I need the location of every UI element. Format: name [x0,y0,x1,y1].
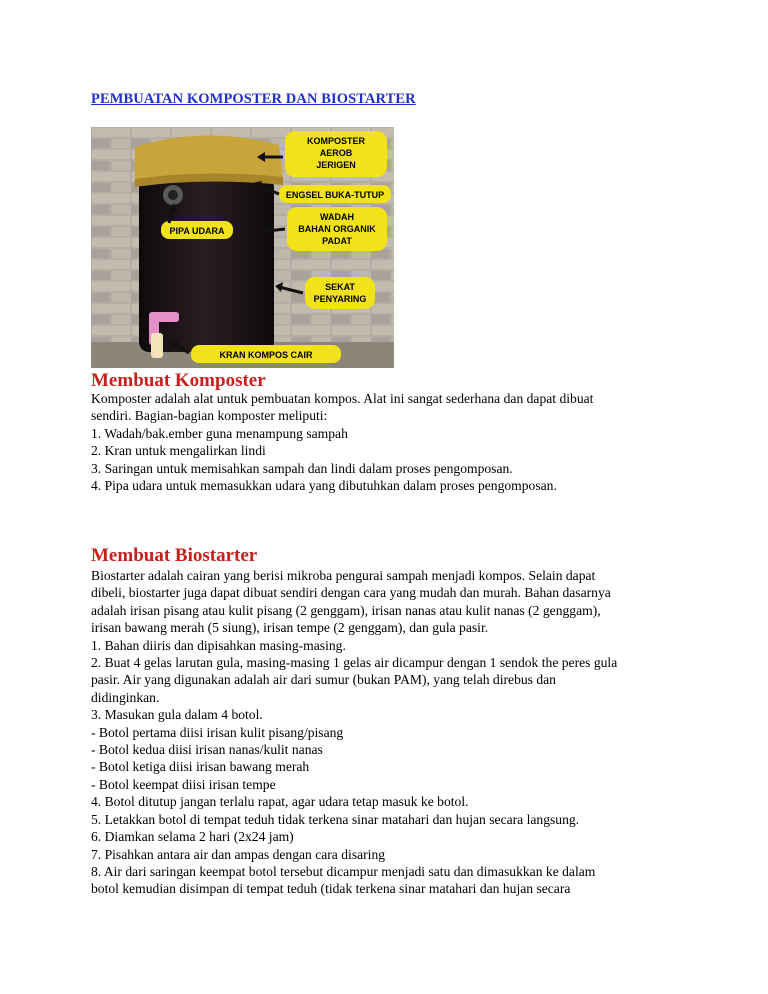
list-item: 1. Wadah/bak.ember guna menampung sampah [91,425,348,441]
komposter-illustration [91,127,394,368]
drum [139,177,274,352]
list-item: 7. Pisahkan antara air dan ampas dengan cara disaring [91,846,386,862]
text-line: Biostarter adalah cairan yang berisi mikroba pengurai sampah menjadi kompos. Selain dapat [91,568,596,583]
svg-text:PIPA UDARA: PIPA UDARA [169,226,225,236]
svg-text:JERIGEN: JERIGEN [316,160,356,170]
list-item: 3. Masukan gula dalam 4 botol. [91,707,263,723]
svg-text:PENYARING: PENYARING [313,294,367,304]
list-item: 4. Botol ditutup jangan terlalu rapat, agar udara tetap masuk ke botol. [91,794,469,810]
svg-text:KOMPOSTER: KOMPOSTER [306,136,366,146]
section-heading-biostarter: Membuat Biostarter [91,545,258,566]
label-sekat [305,277,375,309]
list-item: 5. Letakkan botol di tempat teduh tidak terkena sinar matahari dan hujan secara langsung. [91,811,580,827]
list-item: 2. Buat 4 gelas larutan gula, masing-masing 1 gelas air dicampur dengan 1 sendok the peres gula [91,655,618,671]
list-item: - Botol keempat diisi irisan tempe [91,776,276,792]
list-item: 2. Kran untuk mengalirkan lindi [91,443,266,459]
svg-text:KRAN KOMPOS CAIR: KRAN KOMPOS CAIR [219,350,313,360]
list-item: - Botol kedua diisi irisan nanas/kulit nanas [91,742,323,758]
list-item: 6. Diamkan selama 2 hari (2x24 jam) [91,829,294,845]
text-line: pasir. Air yang digunakan adalah air dari sumur (bukan PAM), yang telah direbus dan [91,672,556,688]
list-item: 8. Air dari saringan keempat botol tersebut dicampur menjadi satu dan dimasukkan ke dalam [91,863,596,879]
komposter-photo [91,127,394,368]
list-item: 4. Pipa udara untuk memasukkan udara yang dibutuhkan dalam proses pengomposan. [91,478,557,494]
label-wadah [287,207,387,251]
text-line: didinginkan. [91,689,160,705]
list-item: 1. Bahan diiris dan dipisahkan masing-masing. [91,637,346,653]
svg-text:BAHAN ORGANIK: BAHAN ORGANIK [298,224,376,234]
label-pipa [161,221,233,239]
section-heading-komposter: Membuat Komposter [91,370,266,391]
text-line: sendiri. Bagian-bagian komposter meliputi: [91,408,328,424]
label-engsel [279,185,391,203]
text-line: Komposter adalah alat untuk pembuatan kompos. Alat ini sangat sederhana dan dapat dibuat [91,391,594,406]
label-komposter [285,131,387,177]
collection-bottle [151,333,163,358]
list-item: - Botol pertama diisi irisan kulit pisang/pisang [91,724,344,740]
text-line: botol kemudian disimpan di tempat teduh (tidak terkena sinar matahari dan hujan secara [91,881,571,897]
list-item: 3. Saringan untuk memisahkan sampah dan lindi dalam proses pengomposan. [91,460,513,476]
svg-text:PADAT: PADAT [322,236,352,246]
text-line: irisan bawang merah (5 siung), irisan tempe (2 genggam), dan gula pasir. [91,620,489,636]
document-title[interactable]: PEMBUATAN KOMPOSTER DAN BIOSTARTER [91,91,416,107]
label-kran [191,345,341,363]
svg-text:ENGSEL BUKA-TUTUP: ENGSEL BUKA-TUTUP [285,190,385,200]
text-line: dibeli, biostarter juga dapat dibuat sendiri dengan cara yang mudah dan murah. Bahan dasarnya [91,585,611,601]
section-body-komposter [91,390,691,494]
svg-text:SEKAT: SEKAT [325,282,355,292]
svg-text:WADAH: WADAH [320,212,354,222]
section-body-biostarter [91,567,691,898]
text-line: adalah irisan pisang atau kulit pisang (2 genggam), irisan nanas atau kulit nanas (2 genggam), [91,602,601,618]
list-item: - Botol ketiga diisi irisan bawang merah [91,759,310,775]
svg-text:AEROB: AEROB [319,148,353,158]
